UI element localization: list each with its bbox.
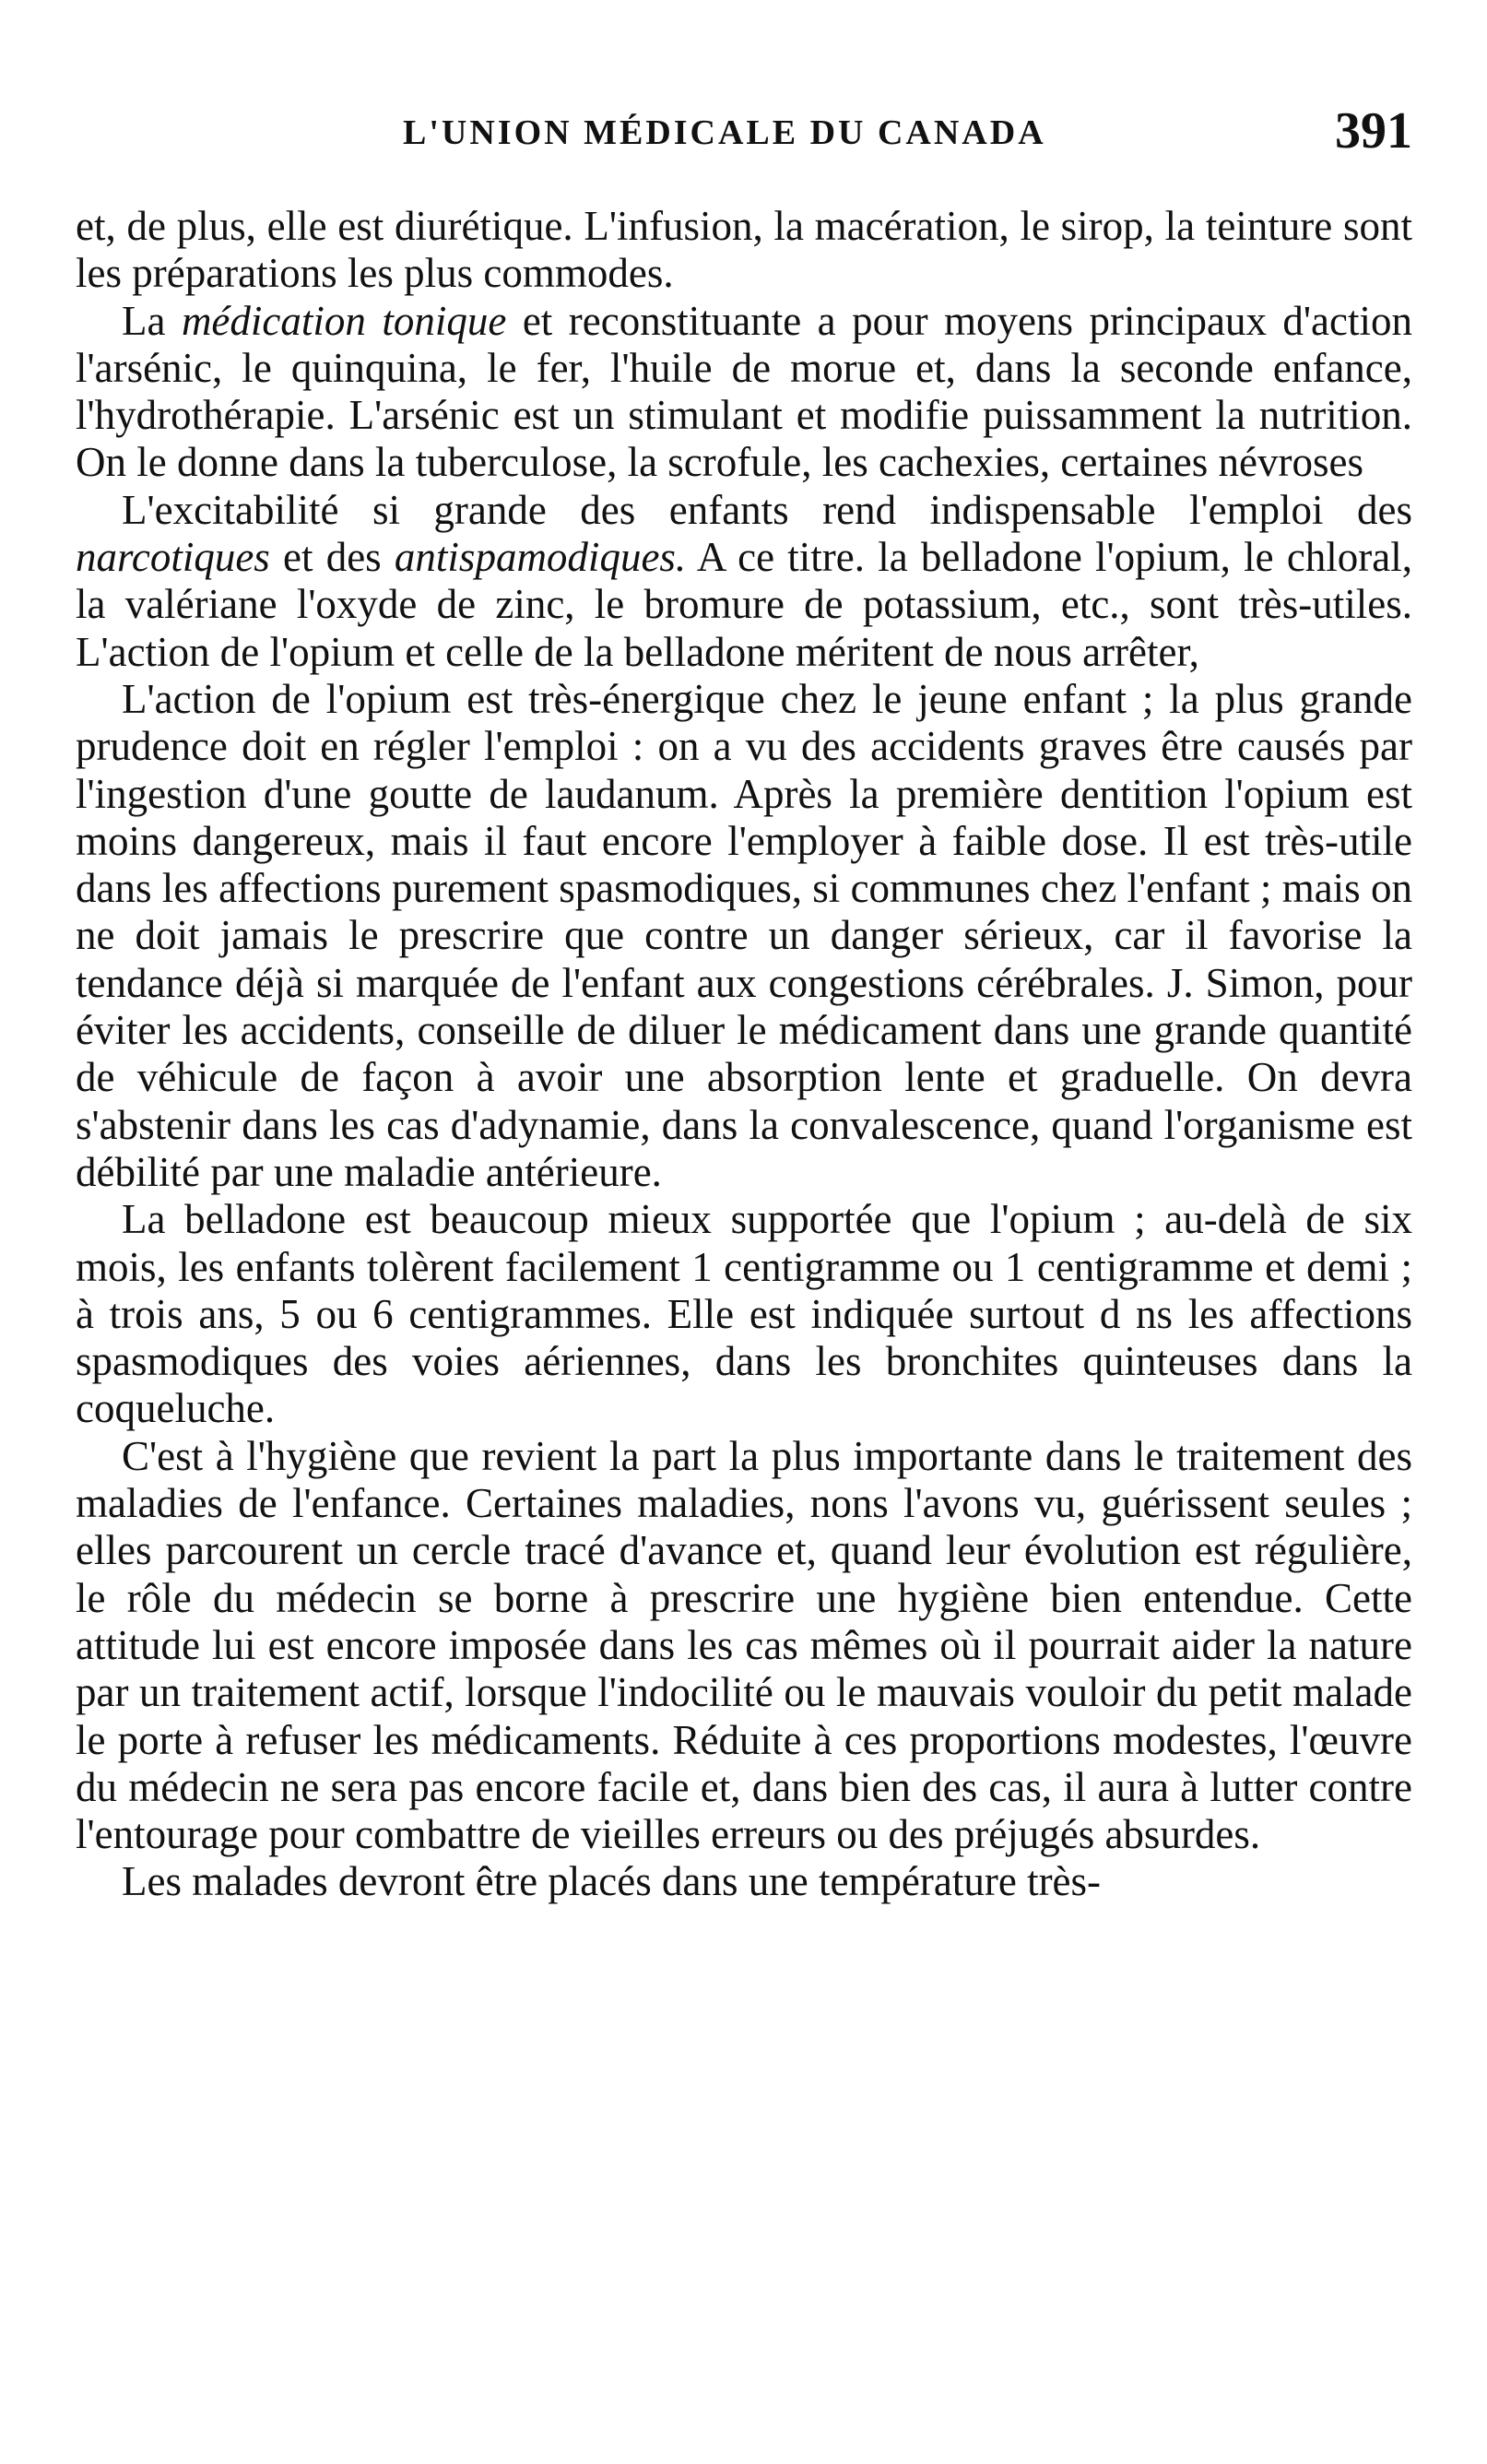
page-number: 391: [1335, 102, 1412, 160]
text-segment: Les malades devront être placés dans une température très-: [122, 1858, 1102, 1905]
text-segment: et, de plus, elle est diurétique. L'infusion, la macération, le sirop, la teinture sont les préparations les plus commodes.: [76, 203, 1412, 297]
paragraph: [76, 298, 1412, 487]
paragraph: [76, 1858, 1412, 1905]
text-segment: et des: [269, 534, 395, 581]
text-segment: A ce titre. la belladone l'opium, le chloral, la valériane l'oxyde de zinc, le bromure de potassium, etc., sont très-utiles. L'action de l'opium et celle de la belladone méritent de nous arrêter,: [76, 534, 1413, 675]
text-segment: La: [122, 297, 182, 344]
italic-term: antispamodiques.: [394, 534, 687, 581]
italic-term: narcotiques: [76, 534, 270, 581]
page: [76, 101, 1412, 1906]
body-text: [76, 203, 1412, 1906]
text-segment: C'est à l'hygiène que revient la part la plus importante dans le traitement des maladies de l'enfance. Certaines maladies, nons l'avons vu, guérissent seules ; elles parcourent un cercle tracé d'avance et, quand leur évolution est régulière, le rôle du médecin se borne à prescrire une hygiène bien entendue. Cette attitude lui est encore imposée dans les cas mêmes où il pourrait aider la nature par un traitement actif, lorsque l'indocilité ou le mauvais vouloir du petit malade le porte à refuser les médicaments. Réduite à ces proportions modestes, l'œuvre du médecin ne sera pas encore facile et, dans bien des cas, il aura à lutter contre l'entourage pour combattre de vieilles erreurs ou des préjugés absurdes.: [76, 1432, 1412, 1858]
text-segment: L'action de l'opium est très-énergique chez le jeune enfant ; la plus grande prudence doit en régler l'emploi : on a vu des accidents graves être causés par l'ingestion d'une goutte de laudanum. Après la première dentition l'opium est moins dangereux, mais il faut encore l'employer à faible dose. Il est très-utile dans les affections purement spasmodiques, si communes chez l'enfant ; mais on ne doit jamais le prescrire que contre un danger sérieux, car il favorise la tendance déjà si marquée de l'enfant aux congestions cérébrales. J. Simon, pour éviter les accidents, conseille de diluer le médicament dans une grande quantité de véhicule de façon à avoir une absorption lente et graduelle. On devra s'abstenir dans les cas d'adynamie, dans la convalescence, quand l'organisme est débilité par une maladie antérieure.: [76, 675, 1412, 1195]
text-segment: L'excitabilité si grande des enfants rend indispensable l'emploi des: [122, 486, 1412, 533]
text-segment: et reconstituante a pour moyens principaux d'action l'arsénic, le quinquina, le fer, l'huile de morue et, dans la seconde enfance, l'hydrothérapie. L'arsénic est un stimulant et modifie puissamment la nutrition. On le donne dans la tuberculose, la scrofule, les cachexies, certaines névroses: [76, 297, 1412, 486]
paragraph: [76, 676, 1412, 1196]
page-header: [76, 101, 1412, 166]
paragraph: [76, 1196, 1412, 1432]
italic-term: médication tonique: [181, 297, 507, 344]
running-title: L'UNION MÉDICALE DU CANADA: [403, 113, 1046, 152]
text-segment: La belladone est beaucoup mieux supportée que l'opium ; au-delà de six mois, les enfants tolèrent facilement 1 centigramme ou 1 centigramme et demi ; à trois ans, 5 ou 6 centigrammes. Elle est indiquée surtout d ns les affections spasmodiques des voies aériennes, dans les bronchites quinteuses dans la coqueluche.: [76, 1196, 1412, 1432]
paragraph: [76, 487, 1412, 676]
paragraph: [76, 203, 1412, 298]
paragraph: [76, 1433, 1412, 1859]
